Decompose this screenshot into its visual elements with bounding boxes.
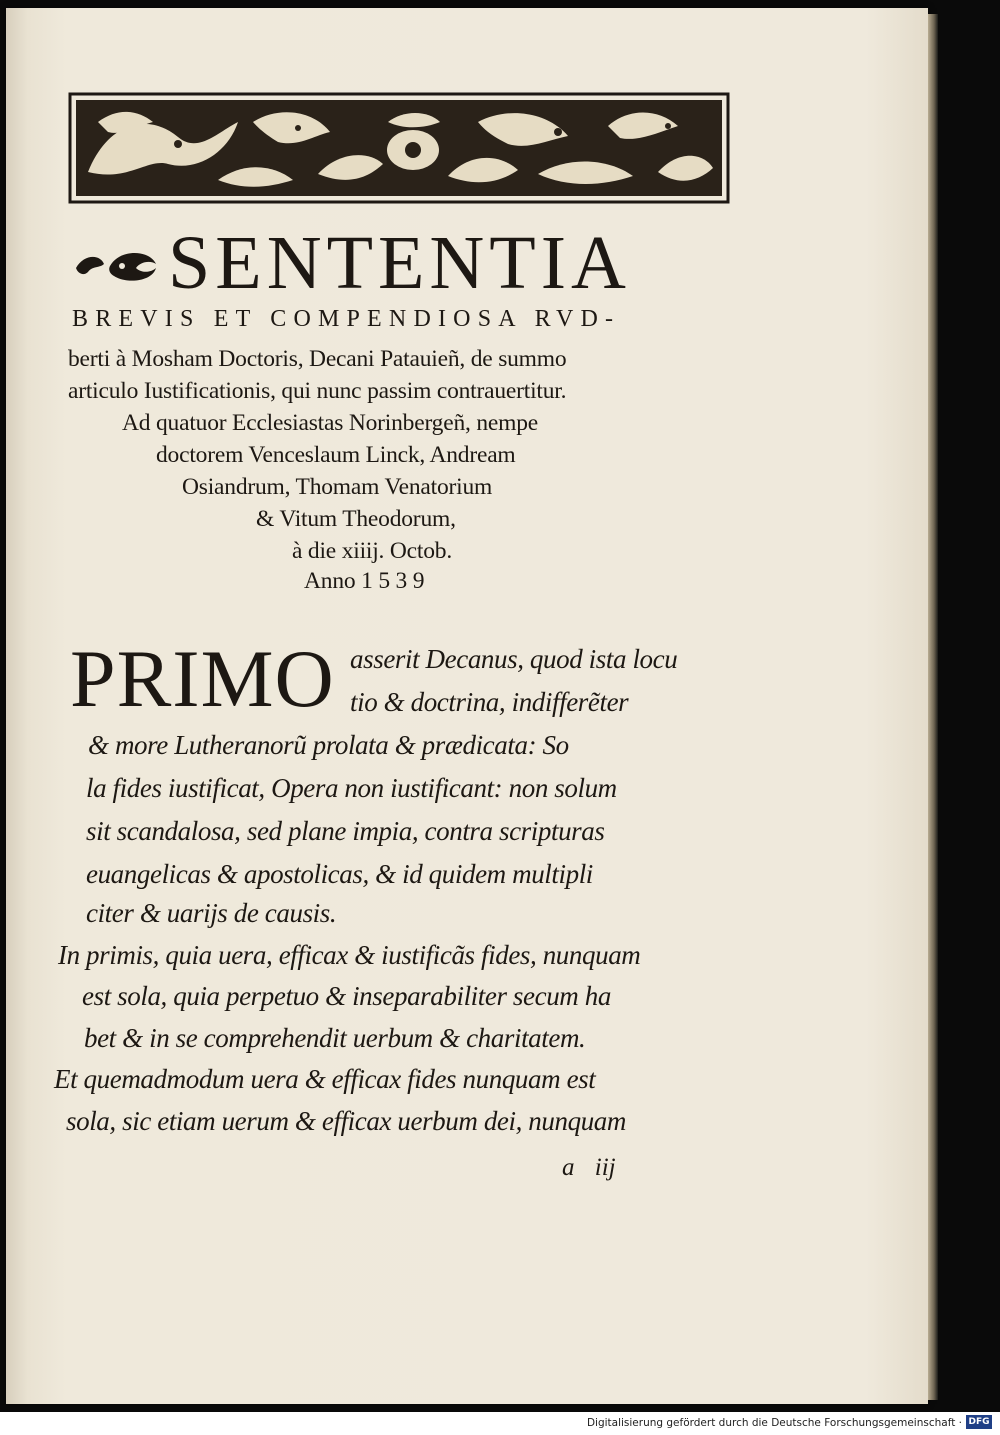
heading-line: Ad quatuor Ecclesiastas Norinbergeñ, nempe [122,410,538,436]
body-line: sit scandalosa, sed plane impia, contra scripturas [86,816,605,846]
body-line: citer & uarijs de causis. [86,898,337,928]
body-line: sola, sic etiam uerum & efficax uerbum dei, nunquam [66,1106,627,1136]
title-row [70,222,730,304]
heading-line: berti à Mosham Doctoris, Decani Patauieñ, de summo [68,346,567,372]
subtitle: BREVIS ET COMPENDIOSA RVD- [72,306,621,332]
body-line: bet & in se comprehendit uerbum & charitatem. [84,1023,586,1053]
fleuron-ornament-icon [70,238,162,288]
body-line: euangelicas & apostolicas, & id quidem multipli [86,859,593,889]
body-line: asserit Decanus, quod ista locu [350,644,678,674]
body-line: est sola, quia perpetuo & inseparabiliter secum ha [82,981,611,1011]
heading-line: & Vitum Theodorum, [256,506,456,532]
body-line: & more Lutheranorũ prolata & prædicata: So [88,730,569,760]
body-line: la fides iustificat, Opera non iustificant: non solum [86,773,617,803]
document-title: SENTENTIA [168,221,631,305]
dropcap-word: PRIMO [70,633,335,724]
heading-line: doctorem Venceslaum Linck, Andream [156,442,516,468]
body-line: tio & doctrina, indifferẽter [350,687,629,717]
signature-mark: a iij [562,1154,616,1181]
body-line: In primis, quia uera, efficax & iustificãs fides, nunquam [58,940,641,970]
woodcut-ornament-band [68,92,730,204]
dfg-logo-icon[interactable]: DFG [966,1415,992,1429]
page-edge [928,14,938,1400]
heading-line: Osiandrum, Thomam Venatorium [182,474,493,500]
heading-line: Anno 1 5 3 9 [304,568,425,594]
heading-line: articulo Iustificationis, qui nunc passim contrauertitur. [68,378,567,404]
footer-credit: Digitalisierung gefördert durch die Deutsche Forschungsgemeinschaft · [586,1417,962,1429]
body-line: Et quemadmodum uera & efficax fides nunquam est [54,1064,596,1094]
heading-line: à die xiiij. Octob. [292,538,453,564]
